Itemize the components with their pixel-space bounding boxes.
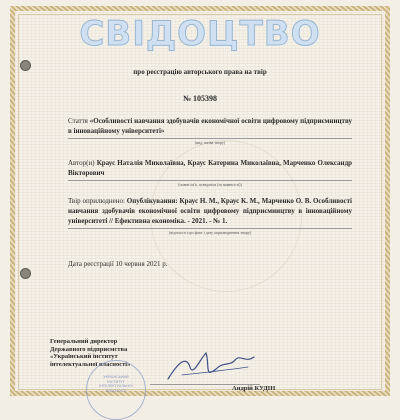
signatory-name: Андрій КУДІН [232, 385, 276, 392]
authors-block [68, 158, 352, 178]
work-title: «Особливості навчання здобувачів економічної освіти цифровому підприємництву в інноваційному університеті» [68, 117, 353, 135]
director-line: «Український інститут [50, 353, 118, 360]
director-line: інтелектуальної власності» [50, 360, 131, 368]
stamp-line: ІНСТИТУТ [107, 379, 125, 384]
work-prefix: Стаття [68, 117, 88, 125]
publication-caption: (відомості про факт і дату оприлюднення твору) [168, 230, 252, 235]
director-line: Державного підприємства [50, 345, 128, 353]
stamp-line: ВЛАСНОСТІ [105, 388, 127, 393]
publication-prefix: Твір оприлюднено: [68, 197, 125, 205]
authors-caption: (повне ім'я, псевдонім (за наявності)) [178, 182, 242, 187]
director-line: Генеральний директор [50, 338, 118, 345]
certificate-subtitle: про реєстрацію авторського права на твір [133, 68, 267, 76]
certificate-title: СВІДОЦТВО [79, 14, 321, 54]
authors-underline [68, 180, 352, 181]
authors-prefix: Автор(и) [68, 159, 95, 167]
official-stamp [86, 360, 146, 420]
publication-underline [68, 228, 352, 229]
publication-block [68, 196, 352, 226]
work-block [68, 116, 352, 136]
certificate-number: № 105398 [182, 94, 218, 103]
work-underline [68, 138, 352, 139]
registration-date: Дата реєстрації 10 червня 2021 р. [68, 260, 168, 268]
stamp-line: УКРАЇНСЬКИЙ [103, 375, 129, 379]
binder-hole-bottom [20, 268, 31, 279]
work-caption: (вид, назва твору) [194, 140, 226, 145]
publication-details: Опублікування: Краус Н. М., Краус К. М., Марченко О. В. Особливості навчання здобувачів економічної освіти цифровому підприємництву в інноваційному університеті // Ефективна економіка. - 2021. - № 1. [68, 197, 353, 225]
authors-names: Краус Наталія Миколаївна, Краус Катерина Миколаївна, Марченко Олександр Вікторович [68, 159, 353, 177]
stamp-text [92, 375, 140, 393]
stamp-line: ІНТЕЛЕКТУАЛЬНОЇ [99, 384, 133, 388]
